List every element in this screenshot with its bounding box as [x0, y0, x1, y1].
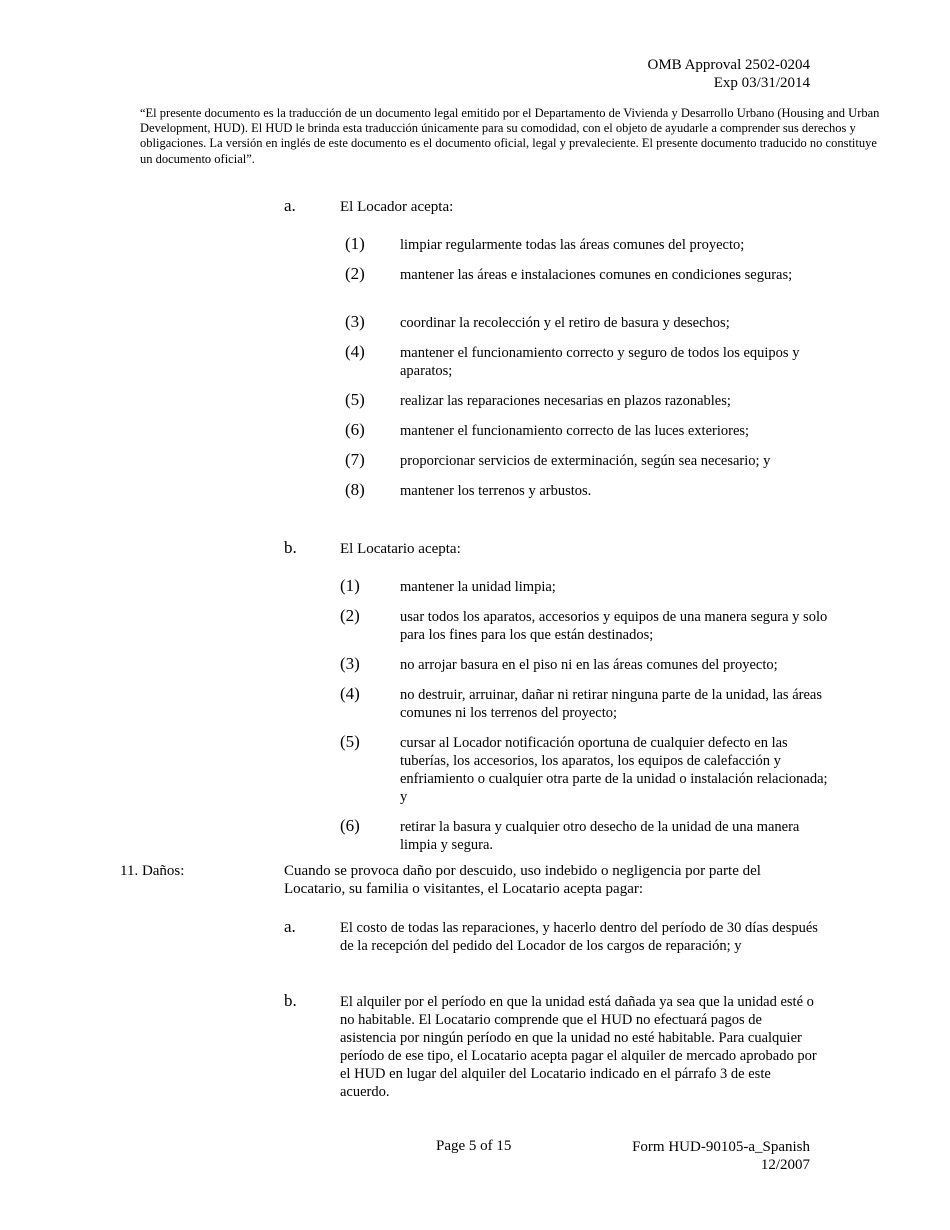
omb-block: [648, 56, 811, 92]
section-a-item-num: (3): [345, 312, 365, 331]
damages-item-text: El costo de todas las reparaciones, y hacerlo dentro del período de 30 días después de la recepción del pedido del Locador de los cargos de reparación; y: [340, 920, 818, 954]
section-a-item-num: (7): [345, 450, 365, 469]
section-a-item-text: mantener las áreas e instalaciones comunes en condiciones seguras;: [400, 267, 793, 283]
section-a-item-num: (6): [345, 420, 365, 439]
page-number: Page 5 of 15: [436, 1138, 512, 1154]
form-id: Form HUD-90105-a_Spanish: [632, 1139, 810, 1155]
section-b-item-num: (1): [340, 576, 360, 595]
section-b-item-num: (4): [340, 684, 360, 703]
omb-expiration: Exp 03/31/2014: [713, 75, 810, 91]
section-a-letter: a.: [284, 196, 296, 215]
section-b-item-text: retirar la basura y cualquier otro desecho de la unidad de una manera limpia y segura.: [400, 819, 800, 853]
translation-disclaimer: “El presente documento es la traducción de un documento legal emitido por el Departamento de Vivienda y Desarrollo Urbano (Housing and Urban Development, HUD). El HUD le brinda esta traducción únicamente para su comodidad, con el objeto de ayudarle a comprender sus derechos y obligaciones. La versión en inglés de este documento es el documento oficial, legal y prevaleciente. El presente documento traducido no constituye un documento oficial”.: [140, 106, 880, 166]
section-a-item-num: (5): [345, 390, 365, 409]
form-date: 12/2007: [760, 1157, 810, 1173]
section-a-item-text: mantener el funcionamiento correcto y seguro de todos los equipos y aparatos;: [400, 345, 800, 379]
section-a-item-num: (8): [345, 480, 365, 499]
damages-item-letter: a.: [284, 917, 296, 936]
damages-intro: Cuando se provoca daño por descuido, uso indebido o negligencia por parte del Locatario, su familia o visitantes, el Locatario acepta pagar:: [284, 863, 761, 897]
damages-item-text: El alquiler por el período en que la unidad está dañada ya sea que la unidad esté o no habitable. El Locatario comprende que el HUD no efectuará pagos de asistencia por ningún período en que la unidad no esté habitable. Para cualquier período de ese tipo, el Locatario acepta pagar el alquiler de mercado aprobado por el HUD en lugar del alquiler del Locatario indicado en el párrafo 3 de este acuerdo.: [340, 994, 817, 1100]
section-b-item-num: (6): [340, 816, 360, 835]
section-b-item-num: (3): [340, 654, 360, 673]
damages-item-letter: b.: [284, 991, 297, 1010]
section-b-item-num: (2): [340, 606, 360, 625]
section-a-item-text: realizar las reparaciones necesarias en plazos razonables;: [400, 393, 731, 409]
section-b-item-num: (5): [340, 732, 360, 751]
section-b-item-text: usar todos los aparatos, accesorios y equipos de una manera segura y solo para los fines para los que están destinados;: [400, 609, 828, 643]
section-a-item-num: (1): [345, 234, 365, 253]
section-a-item-text: mantener los terrenos y arbustos.: [400, 483, 592, 499]
section-b-title: El Locatario acepta:: [340, 541, 461, 557]
section-b-item-text: no arrojar basura en el piso ni en las áreas comunes del proyecto;: [400, 657, 778, 673]
section-a-item-num: (4): [345, 342, 365, 361]
section-a-item-num: (2): [345, 264, 365, 283]
section-a-item-text: mantener el funcionamiento correcto de las luces exteriores;: [400, 423, 750, 439]
section-b-item-text: no destruir, arruinar, dañar ni retirar ninguna parte de la unidad, las áreas comunes ni los terrenos del proyecto;: [400, 687, 822, 721]
omb-approval: OMB Approval 2502-0204: [647, 57, 810, 73]
damages-heading: 11. Daños:: [120, 863, 185, 879]
form-id-block: [632, 1138, 810, 1174]
section-a-title: El Locador acepta:: [340, 199, 454, 215]
section-b-letter: b.: [284, 538, 297, 557]
section-a-item-text: proporcionar servicios de exterminación, según sea necesario; y: [400, 453, 771, 469]
section-a-item-text: limpiar regularmente todas las áreas comunes del proyecto;: [400, 237, 745, 253]
section-b-item-text: mantener la unidad limpia;: [400, 579, 556, 595]
section-a-item-text: coordinar la recolección y el retiro de basura y desechos;: [400, 315, 730, 331]
section-b-item-text: cursar al Locador notificación oportuna de cualquier defecto en las tuberías, los accesorios, los aparatos, los equipos de calefacción y enfriamiento o cualquier otra parte de la unidad o instalación relacionada; y: [400, 735, 828, 805]
